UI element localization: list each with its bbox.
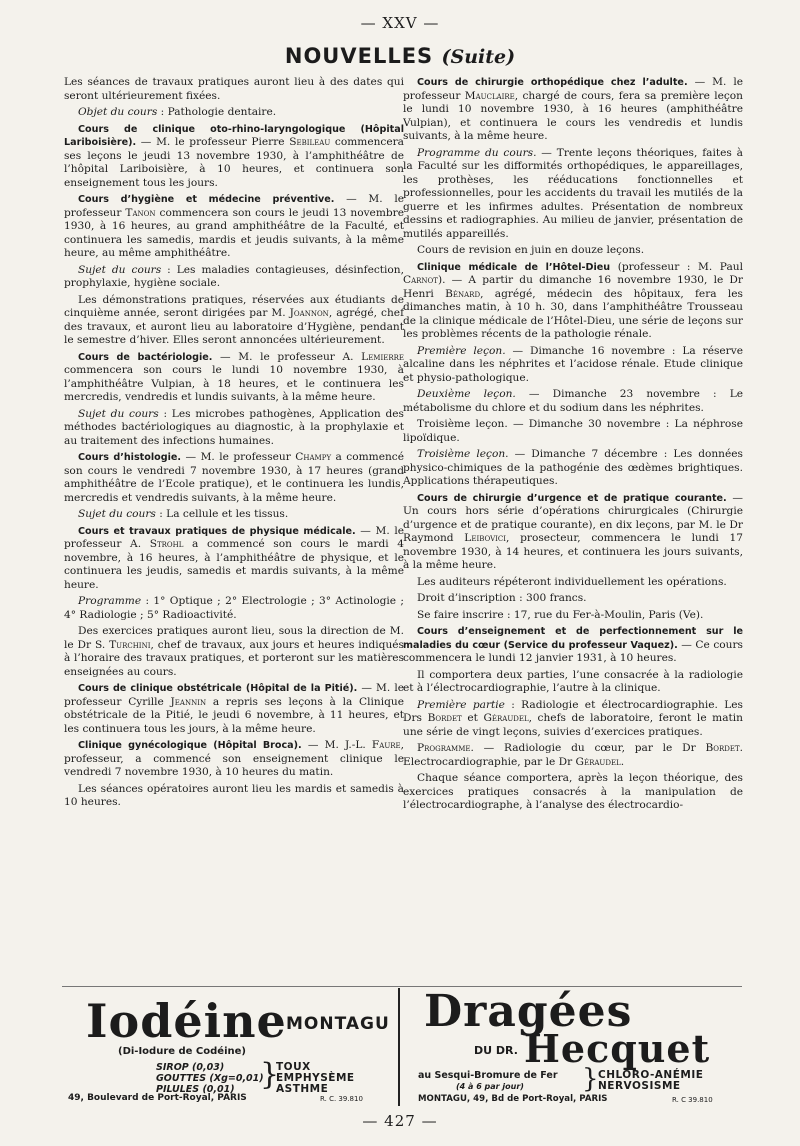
person-name: Géraudel bbox=[575, 755, 621, 768]
person-name: Bordet bbox=[427, 712, 462, 724]
ad-registration: R. C. 39.810 bbox=[320, 1095, 363, 1103]
person-name: Carnot bbox=[403, 274, 438, 286]
ad-top-rule bbox=[62, 986, 742, 987]
text: Des exercices pratiques auront lieu, sous la direction de M. le Dr S. bbox=[64, 625, 404, 651]
text: : Radiologie et électrocardiographie. Les Drs bbox=[403, 698, 743, 724]
text: — M. le professeur bbox=[64, 193, 404, 219]
paragraph bbox=[64, 508, 404, 522]
ad-brand: Dragées bbox=[424, 986, 633, 1037]
person-name: Bordet bbox=[705, 742, 740, 754]
ad-subtitle: (Di-Iodure de Codéine) bbox=[118, 1046, 246, 1057]
advertisement-iodeine bbox=[64, 994, 394, 1104]
text: — Trente leçons théoriques, faites à la Faculté sur les difformités orthopédiques, le appareillages, les prothèses, les rééducations fonctionnelles et professionnelles, pour les accidents du travail les mutilés de la guerre et les infirmes adultes. Présentation de nombreux dessins et radiographies. Au milieu de janvier, présentation de mutilés appareillés. bbox=[403, 146, 743, 240]
section-title-text: NOUVELLES bbox=[284, 44, 434, 68]
paragraph: Les séances de travaux pratiques auront lieu à des dates qui seront ultérieurement fixées. bbox=[64, 76, 404, 102]
ad-brand: Iodéine bbox=[86, 994, 287, 1048]
ad-indications bbox=[598, 1070, 703, 1092]
ad-dosage: (4 à 6 par jour) bbox=[456, 1082, 524, 1091]
person-name: Bénard bbox=[445, 287, 481, 300]
course-heading: Cours de bactériologie. bbox=[78, 351, 213, 363]
label: Sujet du cours bbox=[78, 263, 162, 276]
paragraph: Droit d’inscription : 300 francs. bbox=[417, 592, 587, 604]
text: — M. J.-L. bbox=[301, 739, 372, 751]
label: Objet du cours bbox=[78, 106, 158, 118]
label: Sujet du cours bbox=[78, 508, 156, 520]
person-name: Faure bbox=[371, 739, 401, 751]
text: , agrégé, médecin des hôpitaux, fera les dimanches matin, à 10 h. 30, dans l’amphithéâtre Trousseau de la clinique médicale de l’Hôtel-Dieu, une série de leçons sur les problèmes récents de la pathologie rénale. bbox=[403, 287, 743, 340]
person-name: Strohl bbox=[149, 538, 184, 550]
person-name: Turchini bbox=[109, 638, 151, 651]
person-name: Mauclaire bbox=[464, 89, 515, 102]
course-heading: Clinique gynécologique (Hôpital Broca). bbox=[78, 740, 302, 751]
course-heading: Cours de chirurgie orthopédique chez l’adulte. bbox=[417, 77, 688, 88]
page-number: — 427 — bbox=[362, 1112, 438, 1130]
roman-page-number: — XXV — bbox=[360, 14, 440, 32]
ad-composition: au Sesqui-Bromure de Fer bbox=[418, 1070, 558, 1081]
paragraph bbox=[403, 492, 743, 573]
person-name: Géraudel bbox=[483, 712, 529, 724]
ad-doctor-name: Hecquet bbox=[524, 1026, 711, 1071]
paragraph bbox=[403, 388, 743, 415]
ad-indication: ASTHME bbox=[276, 1083, 329, 1095]
text: — M. le professeur bbox=[181, 451, 296, 463]
paragraph bbox=[403, 261, 743, 342]
text: — Dimanche 7 décembre : Les données physico-chimiques de la pathogénie des œdèmes brightiques. Applications thérapeutiques. bbox=[403, 448, 743, 487]
person-name: Leibovici bbox=[464, 532, 507, 544]
text: , agrégé, chef des travaux, et auront lieu au laboratoire d’Hygiène, pendant le semestre d’hiver. Elles seront annoncées ultérieurement. bbox=[64, 307, 404, 346]
section-title-suffix: (Suite) bbox=[441, 46, 516, 68]
person-name: Sebileau bbox=[289, 136, 331, 148]
text: , prosecteur, commencera le lundi 17 novembre 1930, à 14 heures, et continuera les jours suivants, à la même heure. bbox=[403, 532, 743, 571]
person-name: Joannon bbox=[289, 307, 329, 319]
course-heading: Cours d’enseignement et de perfectionnement sur le maladies du cœur (Service du professeur Vaquez). bbox=[403, 626, 743, 651]
label: Programme du cours. bbox=[417, 146, 537, 159]
text: commencera son cours le lundi 10 novembre 1930, à l’amphithéâtre Vulpian, à 18 heures, et le continuera les mercredis, vendredis et lundis suivants, à la même heure. bbox=[64, 364, 404, 403]
course-heading: Cours et travaux pratiques de physique médicale. bbox=[78, 525, 356, 537]
text: — M. le professeur A. bbox=[64, 524, 404, 550]
paragraph: Se faire inscrire : 17, rue du Fer-à-Moulin, Paris (Ve). bbox=[417, 608, 704, 621]
text: ). — A partir du dimanche 16 novembre 1930, le Dr Henri bbox=[403, 274, 743, 300]
ad-indications bbox=[276, 1062, 355, 1095]
ad-form-item: PILULES (0,01) bbox=[156, 1084, 235, 1095]
person-name: Tanon bbox=[125, 206, 156, 219]
label: Deuxième leçon. bbox=[417, 388, 516, 400]
paragraph bbox=[64, 294, 404, 348]
section-title bbox=[0, 44, 800, 68]
paragraph bbox=[64, 351, 404, 405]
text: — M. le professeur A. bbox=[212, 350, 362, 363]
course-heading: Cours de clinique oto-rhino-laryngologique (Hôpital Lariboisière). bbox=[64, 123, 404, 148]
text: (professeur : M. Paul bbox=[610, 260, 743, 273]
text: — Ce cours commencera le lundi 12 janvier 1931, à 10 heures. bbox=[403, 638, 743, 664]
paragraph bbox=[403, 742, 743, 769]
course-heading: Cours de clinique obstétricale (Hôpital de la Pitié). bbox=[78, 683, 358, 694]
label: Première partie bbox=[417, 698, 505, 711]
paragraph bbox=[403, 625, 743, 666]
paragraph bbox=[64, 595, 404, 622]
text: . Electrocardiographie, par le Dr bbox=[403, 742, 743, 768]
ad-indication: CHLORO-ANÉMIE bbox=[598, 1069, 704, 1081]
ad-divider bbox=[398, 988, 400, 1106]
paragraph: Il comportera deux parties, l’une consacrée à la radiologie et à l’électrocardiographie, l’autre à la clinique. bbox=[403, 668, 743, 694]
brace-icon: } bbox=[582, 1064, 599, 1094]
advertisement-hecquet bbox=[404, 986, 742, 1106]
paragraph bbox=[403, 76, 743, 144]
paragraph bbox=[64, 625, 404, 679]
paragraph bbox=[64, 123, 404, 191]
paragraph bbox=[403, 699, 743, 740]
paragraph: Troisième leçon. — Dimanche 30 novembre : La néphrose lipoïdique. bbox=[403, 418, 743, 444]
paragraph bbox=[64, 525, 404, 593]
paragraph bbox=[64, 193, 404, 261]
right-column bbox=[403, 76, 743, 980]
text: : Pathologie dentaire. bbox=[157, 106, 277, 118]
text: , chargé de cours, fera sa première leçon le lundi 10 novembre 1930, à 16 heures (amphithéâtre Vulpian), et continuera le cours les vendredis et lundis suivants, à la même heure. bbox=[403, 89, 743, 142]
person-name: Jeannin bbox=[170, 695, 207, 708]
text: — M. le professeur Cyrille bbox=[64, 682, 404, 708]
course-heading: Cours d’hygiène et médecine préventive. bbox=[78, 194, 335, 205]
text: . bbox=[620, 755, 625, 768]
ad-maker: MONTAGU bbox=[286, 1014, 390, 1034]
text: , chef de travaux, aux jours et heures indiqués à l’horaire des travaux pratiques, et porteront sur les matières enseignées au cours. bbox=[64, 638, 404, 678]
ad-indication: NERVOSISME bbox=[598, 1080, 681, 1092]
label: Programme. bbox=[417, 742, 474, 754]
ad-form-item: GOUTTES (Xg=0,01) bbox=[156, 1073, 264, 1084]
left-column bbox=[64, 76, 404, 980]
label: Troisième leçon. bbox=[417, 448, 509, 460]
ad-registration: R. C 39.810 bbox=[672, 1096, 713, 1104]
text: — Dimanche 16 novembre : La réserve alcaline dans les néphrites et l’acidose rénale. Etude clinique et physio-pathologique. bbox=[403, 344, 743, 384]
paragraph bbox=[64, 264, 404, 291]
paragraph: Les auditeurs répéteront individuellement les opérations. bbox=[417, 575, 727, 588]
person-name: Champy bbox=[295, 451, 332, 463]
text: a repris ses leçons à la Clinique obstétricale de la Pitié, le jeudi 6 novembre, à 11 heures, et les continuera tous les jours, à la même heure. bbox=[64, 695, 404, 735]
text: — Un cours hors série d’opérations chirurgicales (Chirurgie d’urgence et de pratique courante), en dix leçons, par M. le Dr Raymond bbox=[403, 491, 743, 544]
ad-indication: EMPHYSÈME bbox=[276, 1072, 355, 1084]
brace-icon: } bbox=[260, 1057, 280, 1092]
text: commencera ses leçons le jeudi 13 novembre 1930, à l’amphithéâtre de l’hôpital Lariboisière, à 10 heures, et continuera son enseignement tous les jours. bbox=[64, 136, 404, 189]
course-heading: Cours d’histologie. bbox=[78, 452, 182, 463]
ad-indication: TOUX bbox=[276, 1061, 311, 1073]
text: — M. le professeur bbox=[403, 76, 743, 102]
text: — M. le professeur Pierre bbox=[136, 136, 290, 148]
paragraph bbox=[403, 147, 743, 242]
paragraph: Chaque séance comportera, après la leçon théorique, des exercices pratiques consacrés à la manipulation de l’électrocardiographe, à l’analyse des électrocardio- bbox=[403, 772, 743, 811]
paragraph bbox=[64, 682, 404, 736]
label: Sujet du cours bbox=[78, 407, 159, 420]
paragraph bbox=[64, 408, 404, 449]
text: — Dimanche 23 novembre : Le métabolisme du chlore et du sodium dans les néphrites. bbox=[403, 388, 743, 414]
text: , professeur, a commencé son enseignement clinique le vendredi 7 novembre 1930, à 10 heures du matin. bbox=[64, 739, 404, 778]
paragraph: Les séances opératoires auront lieu les mardis et samedis à 10 heures. bbox=[64, 782, 404, 808]
course-heading: Clinique médicale de l’Hôtel-Dieu bbox=[417, 261, 611, 273]
paragraph bbox=[64, 739, 404, 780]
paragraph bbox=[64, 451, 404, 505]
ad-doctor-prefix: DU DR. bbox=[474, 1044, 518, 1057]
text: , chefs de laboratoire, feront le matin une série de vingt leçons, suivies d’exercices pratiques. bbox=[403, 712, 743, 738]
label: Programme bbox=[78, 595, 142, 607]
text: : 1° Optique ; 2° Electrologie ; 3° Actinologie ; 4° Radiologie ; 5° Radioactivité. bbox=[64, 595, 404, 621]
text: a commencé son cours le mardi 4 novembre, à 16 heures, à l’amphithéâtre de physique, et le continuera les jeudis, samedis et mardis suivants, à la même heure. bbox=[64, 538, 404, 591]
ad-forms bbox=[156, 1062, 264, 1095]
text: et bbox=[461, 712, 484, 724]
paragraph bbox=[403, 448, 743, 489]
text: Les démonstrations pratiques, réservées aux étudiants de cinquième année, seront dirigées par M. bbox=[64, 293, 404, 319]
text: : Les microbes pathogènes, Application des méthodes bactériologiques au diagnostic, à la prophylaxie et au traitement des infections humaines. bbox=[64, 407, 404, 447]
text: : Les maladies contagieuses, désinfection, prophylaxie, hygiène sociale. bbox=[64, 263, 404, 289]
ad-address: MONTAGU, 49, Bd de Port-Royal, PARIS bbox=[418, 1094, 608, 1104]
paragraph bbox=[403, 345, 743, 386]
text: a commencé son cours le vendredi 7 novembre 1930, à 17 heures (grand amphithéâtre de l’Ecole pratique), et le continuera les lundis, mercredis et vendredis suivants, à la même heure. bbox=[64, 451, 404, 504]
paragraph: Cours de revision en juin en douze leçons. bbox=[417, 244, 645, 256]
course-heading: Cours de chirurgie d’urgence et de pratique courante. bbox=[417, 492, 727, 504]
ad-form-item: SIROP (0,03) bbox=[156, 1062, 225, 1073]
paragraph bbox=[64, 106, 404, 120]
text: — Radiologie du cœur, par le Dr bbox=[473, 742, 706, 754]
text: commencera son cours le jeudi 13 novembre 1930, à 16 heures, au grand amphithéâtre de la Faculté, et continuera les samedis, mardis et jeudis suivants, à la même heure, au même amphithéâtre. bbox=[64, 206, 404, 259]
person-name: Lemierre bbox=[361, 350, 404, 363]
ad-address: 49, Boulevard de Port-Royal, PARIS bbox=[68, 1093, 247, 1103]
label: Première leçon. bbox=[417, 344, 506, 357]
text: : La cellule et les tissus. bbox=[155, 508, 289, 520]
